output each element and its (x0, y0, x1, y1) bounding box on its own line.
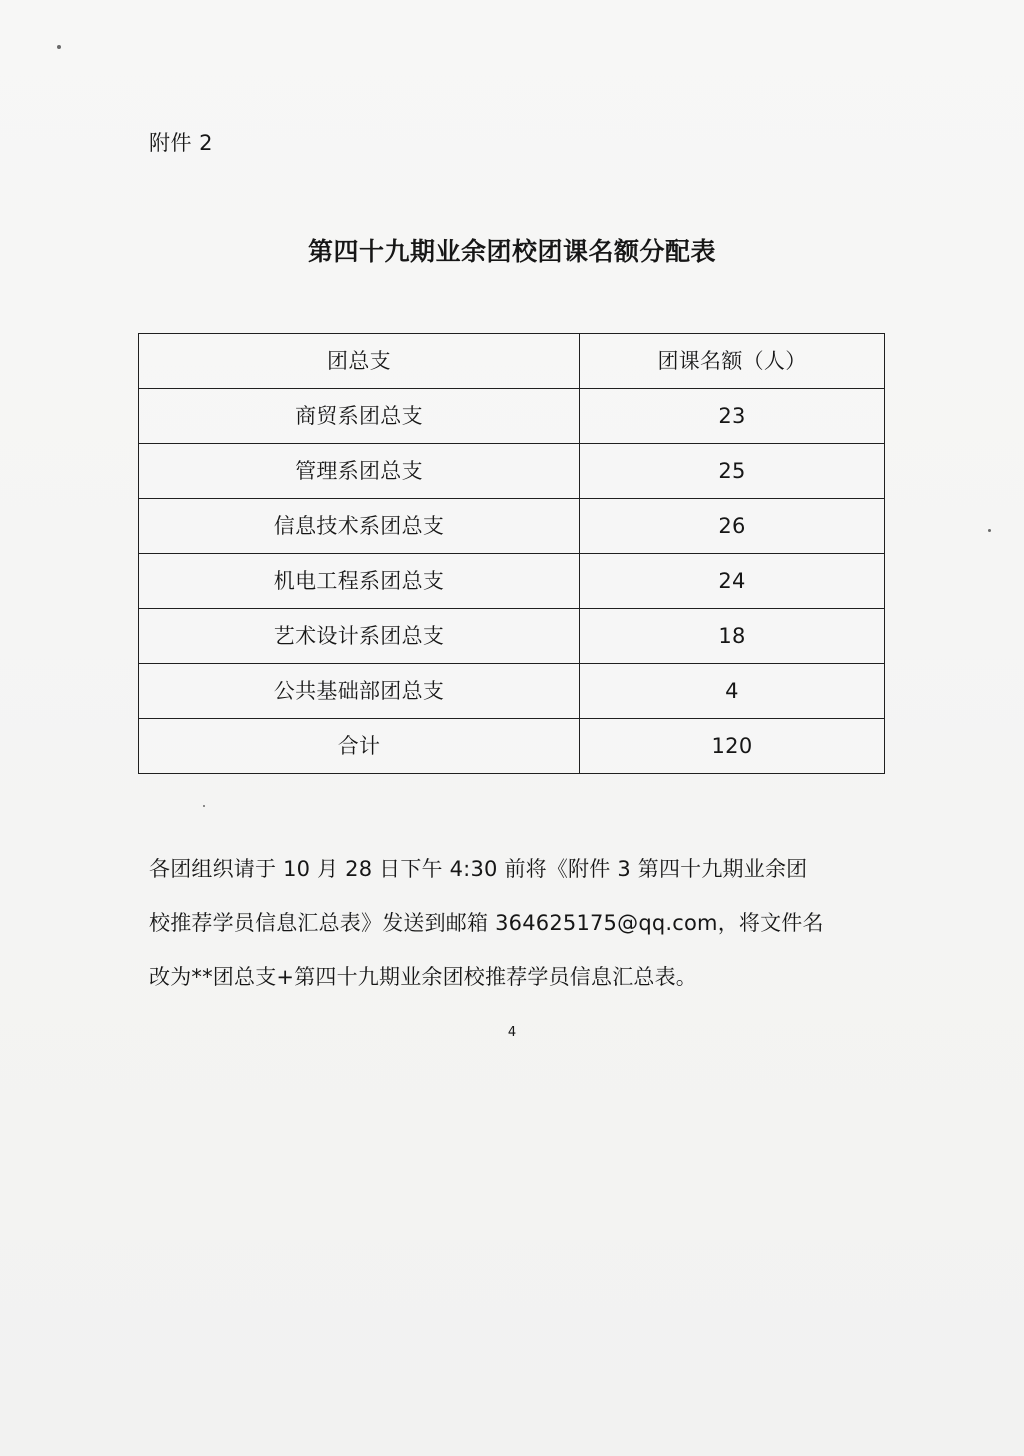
total-row (139, 719, 885, 774)
table-row (139, 609, 885, 664)
quota-cell: 18 (580, 609, 885, 664)
table-row (139, 554, 885, 609)
page-number: 4 (507, 1025, 517, 1040)
note-line: 校推荐学员信息汇总表》发送到邮箱 364625175@qq.com，将文件名 (149, 911, 824, 935)
table-row (139, 389, 885, 444)
total-value: 120 (580, 719, 885, 774)
branch-cell: 机电工程系团总支 (139, 554, 580, 609)
table-header-row (139, 334, 885, 389)
scan-dot (203, 805, 205, 807)
note-line: 各团组织请于 10 月 28 日下午 4:30 前将《附件 3 第四十九期业余团 (149, 857, 808, 881)
document-title: 第四十九期业余团校团课名额分配表 (307, 237, 716, 266)
note-line: 改为**团总支+第四十九期业余团校推荐学员信息汇总表。 (149, 965, 697, 989)
branch-cell: 商贸系团总支 (139, 389, 580, 444)
quota-cell: 25 (580, 444, 885, 499)
quota-allocation-table (138, 333, 885, 774)
table-row (139, 664, 885, 719)
submission-note (149, 842, 884, 1004)
quota-cell: 26 (580, 499, 885, 554)
branch-cell: 公共基础部团总支 (139, 664, 580, 719)
table-row (139, 499, 885, 554)
scan-dot (57, 45, 61, 49)
branch-cell: 艺术设计系团总支 (139, 609, 580, 664)
attachment-label: 附件 2 (149, 131, 214, 155)
quota-cell: 24 (580, 554, 885, 609)
quota-column-header: 团课名额（人） (580, 334, 885, 389)
branch-cell: 信息技术系团总支 (139, 499, 580, 554)
scan-dot (988, 529, 991, 532)
quota-cell: 4 (580, 664, 885, 719)
quota-cell: 23 (580, 389, 885, 444)
table-row (139, 444, 885, 499)
total-label: 合计 (139, 719, 580, 774)
branch-column-header: 团总支 (139, 334, 580, 389)
branch-cell: 管理系团总支 (139, 444, 580, 499)
